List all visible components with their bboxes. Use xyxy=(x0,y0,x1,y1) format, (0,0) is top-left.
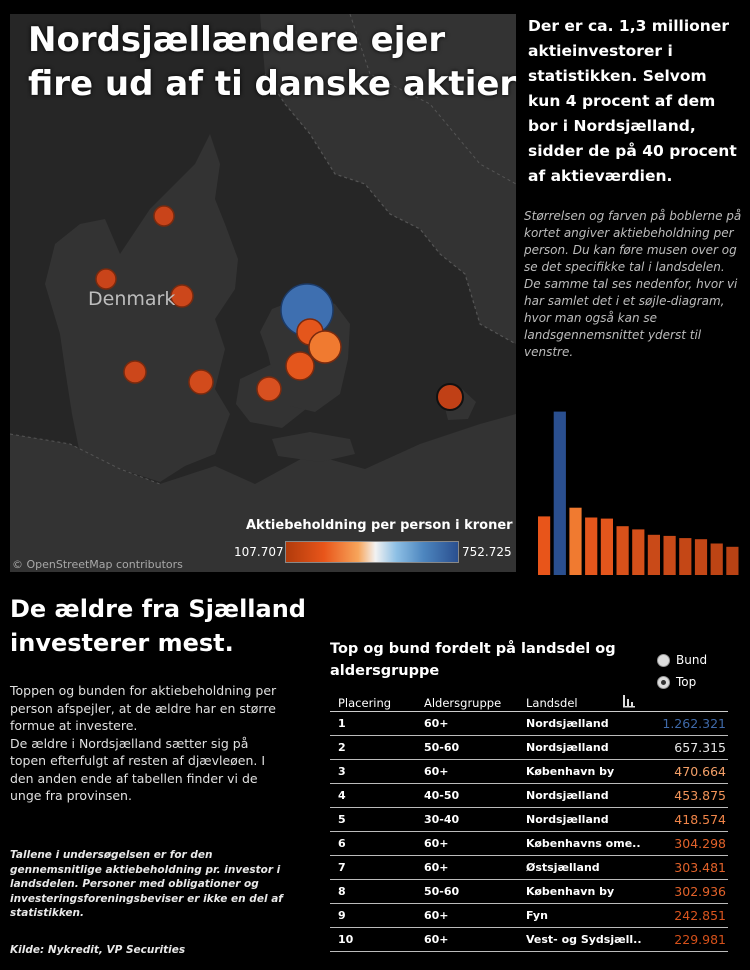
cell-age: 60+ xyxy=(424,909,449,922)
page-title: Nordsjællændere ejer fire ud af ti danske aktier xyxy=(28,20,517,104)
cell-age: 60+ xyxy=(424,717,449,730)
radio-top[interactable] xyxy=(657,675,696,689)
table-row[interactable] xyxy=(330,856,728,880)
bubble-vestjylland[interactable] xyxy=(96,269,116,289)
cell-rank: 1 xyxy=(338,717,346,730)
cell-region: Østsjælland xyxy=(526,861,600,874)
legend-min: 107.707 xyxy=(234,545,284,559)
table-row[interactable] xyxy=(330,832,728,856)
cell-region: Vest- og Sydsjæll.. xyxy=(526,933,642,946)
bubble-nordjylland[interactable] xyxy=(154,206,174,226)
bar-chart xyxy=(538,410,742,575)
sort-icon[interactable] xyxy=(622,694,636,708)
bubble-koebenhavns-omegn[interactable] xyxy=(309,331,341,363)
cell-region: Fyn xyxy=(526,909,548,922)
bar-københavns-omegn[interactable] xyxy=(569,508,581,575)
intro-text: Der er ca. 1,3 millioner aktieinvestorer i statistikken. Selvom kun 4 procent af dem bor i Nordsjælland, sidder de på 40 procent af aktieværdien. xyxy=(528,17,737,185)
bar-landsgennemsnit[interactable] xyxy=(538,516,550,575)
cell-rank: 8 xyxy=(338,885,346,898)
table-row[interactable] xyxy=(330,784,728,808)
cell-value: 304.298 xyxy=(674,836,726,851)
section-body xyxy=(10,682,285,805)
cell-region: Nordsjælland xyxy=(526,789,609,802)
bubble-sydjylland[interactable] xyxy=(189,370,213,394)
table-row[interactable] xyxy=(330,808,728,832)
cell-region: Nordsjælland xyxy=(526,813,609,826)
table-row[interactable] xyxy=(330,904,728,928)
bar-sydjylland[interactable] xyxy=(648,535,660,575)
bar-bornholm[interactable] xyxy=(711,544,723,576)
legend-max: 752.725 xyxy=(462,545,512,559)
bar-fyn[interactable] xyxy=(617,526,629,575)
cell-value: 470.664 xyxy=(674,764,726,779)
cell-rank: 9 xyxy=(338,909,346,922)
cell-age: 50-60 xyxy=(424,741,460,754)
cell-value: 303.481 xyxy=(674,860,726,875)
cell-value: 1.262.321 xyxy=(662,716,726,731)
radio-label: Bund xyxy=(676,653,708,667)
bubble-fyn[interactable] xyxy=(257,377,281,401)
cell-value: 229.981 xyxy=(674,932,726,947)
legend-title: Aktiebeholdning per person i kroner xyxy=(246,518,513,533)
section-paragraph: De ældre i Nordsjælland sætter sig på topen efterfulgt af resten af djævleøen. I den anden ende af tabellen finder vi de unge fra provinsen. xyxy=(10,735,266,803)
header-age[interactable]: Aldersgruppe xyxy=(424,696,502,710)
cell-rank: 10 xyxy=(338,933,354,946)
bar-østjylland[interactable] xyxy=(664,536,676,575)
bar-nordsjælland[interactable] xyxy=(554,412,566,575)
source-note: Kilde: Nykredit, VP Securities xyxy=(10,944,186,956)
table-body xyxy=(330,712,728,952)
map-attribution[interactable]: © OpenStreetMap contributors xyxy=(12,558,183,571)
header-rank[interactable]: Placering xyxy=(338,696,392,710)
ranking-table xyxy=(330,693,728,952)
table-row[interactable] xyxy=(330,928,728,952)
cell-age: 60+ xyxy=(424,765,449,778)
bubble-bornholm[interactable] xyxy=(437,384,463,410)
table-title: Top og bund fordelt på landsdel og aldersgruppe xyxy=(330,641,616,679)
cell-value: 242.851 xyxy=(674,908,726,923)
bar-vest-og-sydsjælland[interactable] xyxy=(632,529,644,575)
header-region[interactable]: Landsdel xyxy=(526,696,578,710)
bubble-vest-og-sydsjaelland[interactable] xyxy=(286,352,314,380)
cell-value: 657.315 xyxy=(674,740,726,755)
bar-københavn-by[interactable] xyxy=(585,518,597,576)
section-paragraph: Toppen og bunden for aktiebeholdning per person afspejler, at de ældre har en større formue at investere. xyxy=(10,683,277,733)
cell-age: 30-40 xyxy=(424,813,460,826)
color-legend xyxy=(285,541,459,563)
footnote: Tallene i undersøgelsen er for den gennemsnitlige aktiebeholdning pr. investor i landsdelen. Personer med obligationer og investeringsforeningsbeviser er ikke en del af statistikken. xyxy=(10,849,283,919)
cell-region: Nordsjælland xyxy=(526,717,609,730)
table-header xyxy=(330,693,728,712)
radio-circle[interactable] xyxy=(657,654,670,667)
section-title: De ældre fra Sjælland investerer mest. xyxy=(10,595,306,657)
bar-landsdel-12[interactable] xyxy=(726,547,738,575)
cell-region: Nordsjælland xyxy=(526,741,609,754)
bar-østsjælland[interactable] xyxy=(601,519,613,575)
table-row[interactable] xyxy=(330,736,728,760)
table-row[interactable] xyxy=(330,712,728,736)
cell-age: 40-50 xyxy=(424,789,460,802)
note-paragraph: De samme tal ses nedenfor, hvor vi har samlet det i et søjle-diagram, hvor man også kan se landsgennemsnittet yderst til venstre. xyxy=(524,277,738,359)
bubble-sydjylland-west[interactable] xyxy=(124,361,146,383)
cell-region: København by xyxy=(526,885,615,898)
radio-label: Top xyxy=(676,675,697,689)
map-note xyxy=(524,208,746,361)
cell-value: 418.574 xyxy=(674,812,726,827)
cell-region: København by xyxy=(526,765,615,778)
cell-rank: 2 xyxy=(338,741,346,754)
bar-vestjylland[interactable] xyxy=(679,538,691,575)
radio-circle[interactable] xyxy=(657,676,670,689)
cell-rank: 6 xyxy=(338,837,346,850)
cell-rank: 5 xyxy=(338,813,346,826)
cell-age: 60+ xyxy=(424,837,449,850)
cell-age: 60+ xyxy=(424,933,449,946)
table-row[interactable] xyxy=(330,760,728,784)
cell-rank: 3 xyxy=(338,765,346,778)
cell-rank: 4 xyxy=(338,789,346,802)
radio-bund[interactable] xyxy=(657,653,707,667)
note-paragraph: Størrelsen og farven på boblerne på kortet angiver aktiebeholdning per person. Du kan føre musen over og se det specifikke tal i landsdelen. xyxy=(524,209,742,274)
cell-region: Københavns ome.. xyxy=(526,837,641,850)
cell-value: 302.936 xyxy=(674,884,726,899)
cell-age: 50-60 xyxy=(424,885,460,898)
cell-rank: 7 xyxy=(338,861,346,874)
cell-age: 60+ xyxy=(424,861,449,874)
table-row[interactable] xyxy=(330,880,728,904)
bar-nordjylland[interactable] xyxy=(695,539,707,575)
cell-value: 453.875 xyxy=(674,788,726,803)
country-label: Denmark xyxy=(88,288,176,310)
